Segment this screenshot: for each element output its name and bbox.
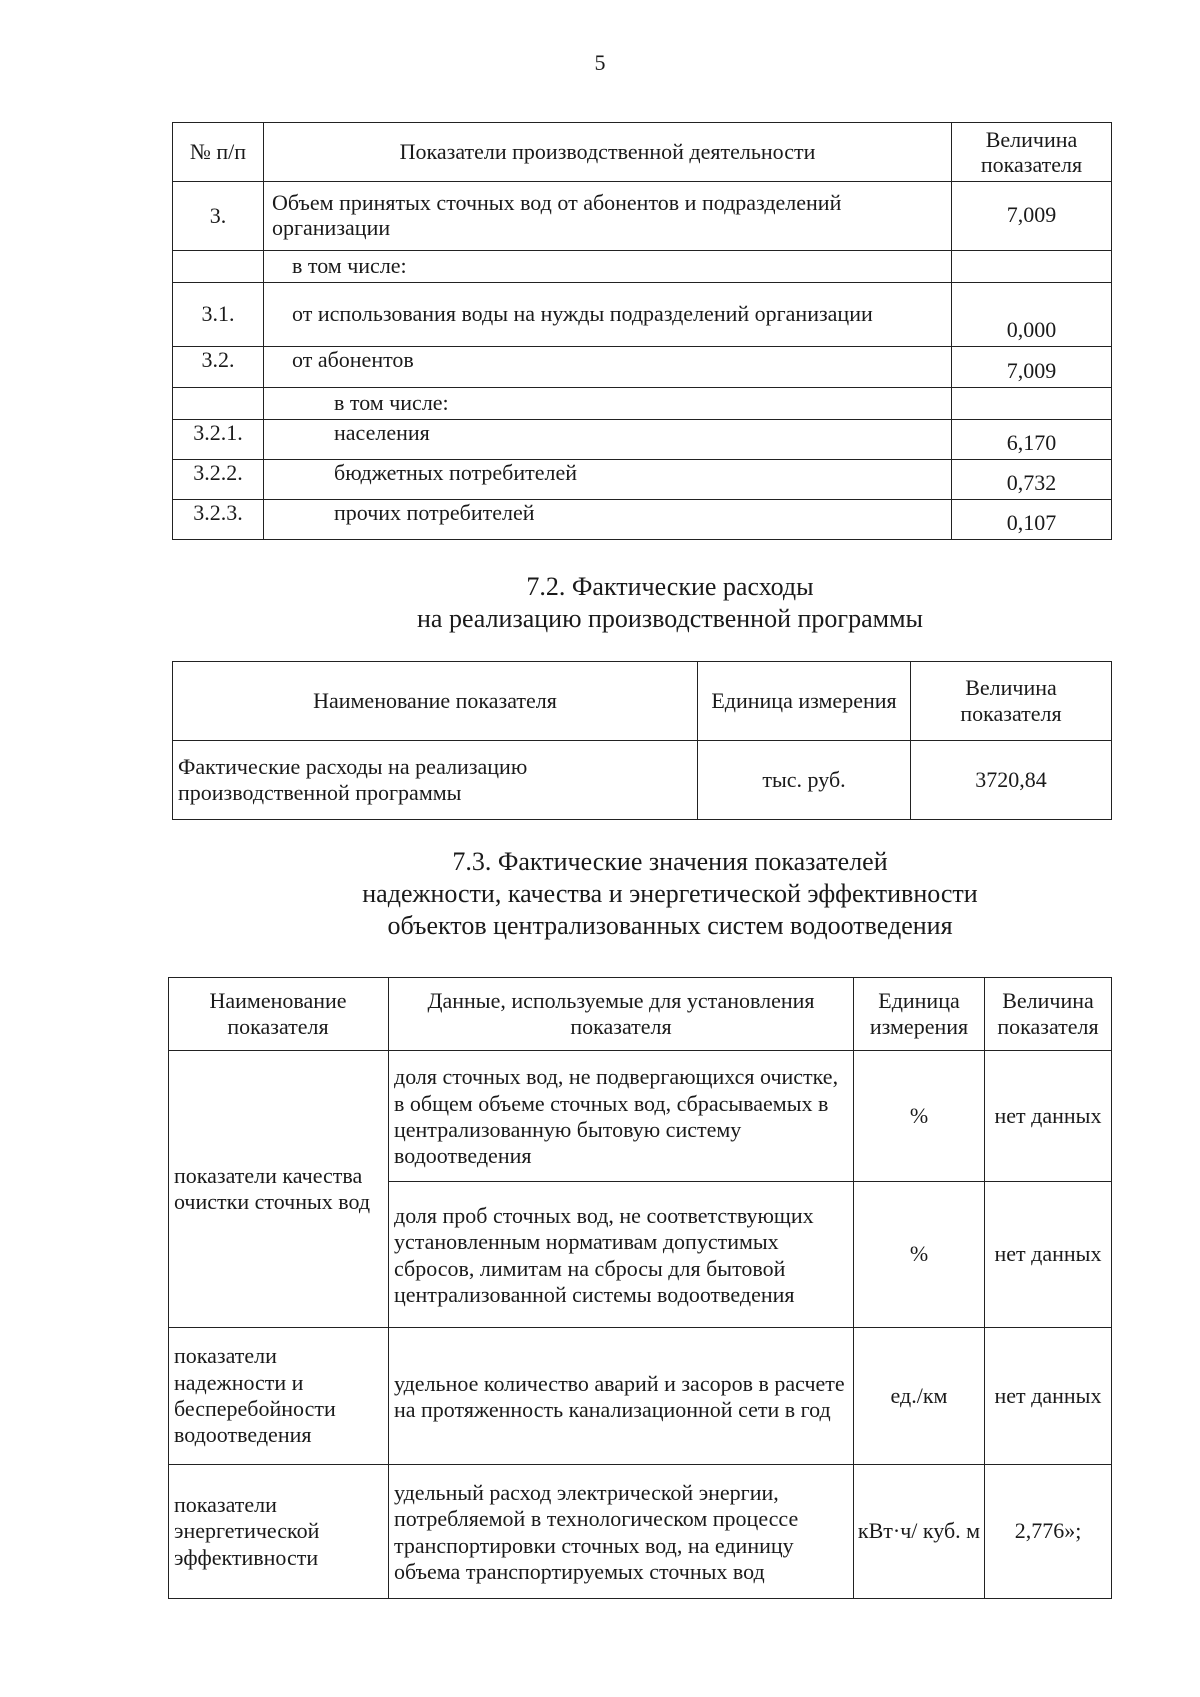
header-data: Данные, используемые для установления показателя (389, 978, 854, 1051)
row-value: 0,107 (952, 500, 1112, 540)
row-data: удельное количество аварий и засоров в расчете на протяженность канализационной сети в год (389, 1328, 854, 1465)
table-row (169, 1051, 1112, 1182)
row-num: 3.1. (173, 283, 264, 347)
group-name: показатели качества очистки сточных вод (169, 1051, 389, 1328)
row-num: 3.2.1. (173, 420, 264, 460)
row-data: доля проб сточных вод, не соответствующих установленным нормативам допустимых сбросов, лимитам на сбросы для бытовой централизованной системы водоотведения (389, 1182, 854, 1328)
row-value: нет данных (985, 1051, 1112, 1182)
header-name: Наименование показателя (173, 662, 698, 741)
row-name: Фактические расходы на реализацию производственной программы (173, 741, 698, 820)
table-row (169, 1328, 1112, 1465)
header-name: Наименование показателя (169, 978, 389, 1051)
row-name: в том числе: (264, 251, 952, 283)
row-name: бюджетных потребителей (264, 460, 952, 500)
row-value: нет данных (985, 1328, 1112, 1465)
table-row (173, 283, 1112, 347)
row-value: 2,776»; (985, 1465, 1112, 1599)
row-num: 3. (173, 182, 264, 251)
row-value: 7,009 (952, 347, 1112, 388)
row-unit: тыс. руб. (698, 741, 911, 820)
row-name: Объем принятых сточных вод от абонентов и подразделений организации (264, 182, 952, 251)
row-name: прочих потребителей (264, 500, 952, 540)
row-unit: % (854, 1182, 985, 1328)
table-row (173, 460, 1112, 500)
row-name: населения (264, 420, 952, 460)
row-value: 7,009 (952, 182, 1112, 251)
table-row (173, 500, 1112, 540)
table-row (173, 388, 1112, 420)
section-7-3-heading (0, 846, 1200, 942)
row-name: от использования воды на нужды подразделений организации (264, 283, 952, 347)
section-7-3-line3: объектов централизованных систем водоотведения (387, 911, 953, 940)
header-unit: Единица измерения (698, 662, 911, 741)
table-row (173, 182, 1112, 251)
header-value: Величина показателя (985, 978, 1112, 1051)
header-value: Величина показателя (952, 123, 1112, 182)
row-value: 0,000 (952, 283, 1112, 347)
row-data: удельный расход электрической энергии, потребляемой в технологическом процессе транспортировки сточных вод, на единицу объема транспортируемых сточных вод (389, 1465, 854, 1599)
row-num: 3.2.2. (173, 460, 264, 500)
table-row (169, 1465, 1112, 1599)
section-7-2-line2: на реализацию производственной программы (416, 604, 923, 633)
section-7-2-line1: 7.2. Фактические расходы (526, 572, 814, 601)
section-7-3-line2: надежности, качества и энергетической эффективности (362, 879, 978, 908)
row-unit: кВт·ч/ куб. м (854, 1465, 985, 1599)
group-name: показатели надежности и бесперебойности водоотведения (169, 1328, 389, 1465)
table-header-row (169, 978, 1112, 1051)
table-row (173, 741, 1112, 820)
row-value (952, 388, 1112, 420)
table-header-row (173, 123, 1112, 182)
table-header-row (173, 662, 1112, 741)
reliability-quality-table (168, 977, 1112, 1599)
row-unit: % (854, 1051, 985, 1182)
row-name: от абонентов (264, 347, 952, 388)
row-unit: ед./км (854, 1328, 985, 1465)
row-value (952, 251, 1112, 283)
section-7-2-heading (0, 571, 1200, 635)
table-row (173, 347, 1112, 388)
header-name: Показатели производственной деятельности (264, 123, 952, 182)
row-data: доля сточных вод, не подвергающихся очистке, в общем объеме сточных вод, сбрасываемых в централизованную бытовую систему водоотведения (389, 1051, 854, 1182)
header-value: Величина показателя (911, 662, 1112, 741)
section-7-3-line1: 7.3. Фактические значения показателей (452, 847, 888, 876)
row-num (173, 388, 264, 420)
actual-expenses-table (172, 661, 1112, 820)
table-row (173, 420, 1112, 460)
row-value: 0,732 (952, 460, 1112, 500)
row-value: 3720,84 (911, 741, 1112, 820)
row-num: 3.2.3. (173, 500, 264, 540)
group-name: показатели энергетической эффективности (169, 1465, 389, 1599)
header-unit: Единица измерения (854, 978, 985, 1051)
table-row (173, 251, 1112, 283)
page-number: 5 (594, 50, 606, 75)
header-num: № п/п (173, 123, 264, 182)
row-value: 6,170 (952, 420, 1112, 460)
row-name: в том числе: (264, 388, 952, 420)
row-num: 3.2. (173, 347, 264, 388)
production-indicators-table (172, 122, 1112, 540)
row-num (173, 251, 264, 283)
row-value: нет данных (985, 1182, 1112, 1328)
